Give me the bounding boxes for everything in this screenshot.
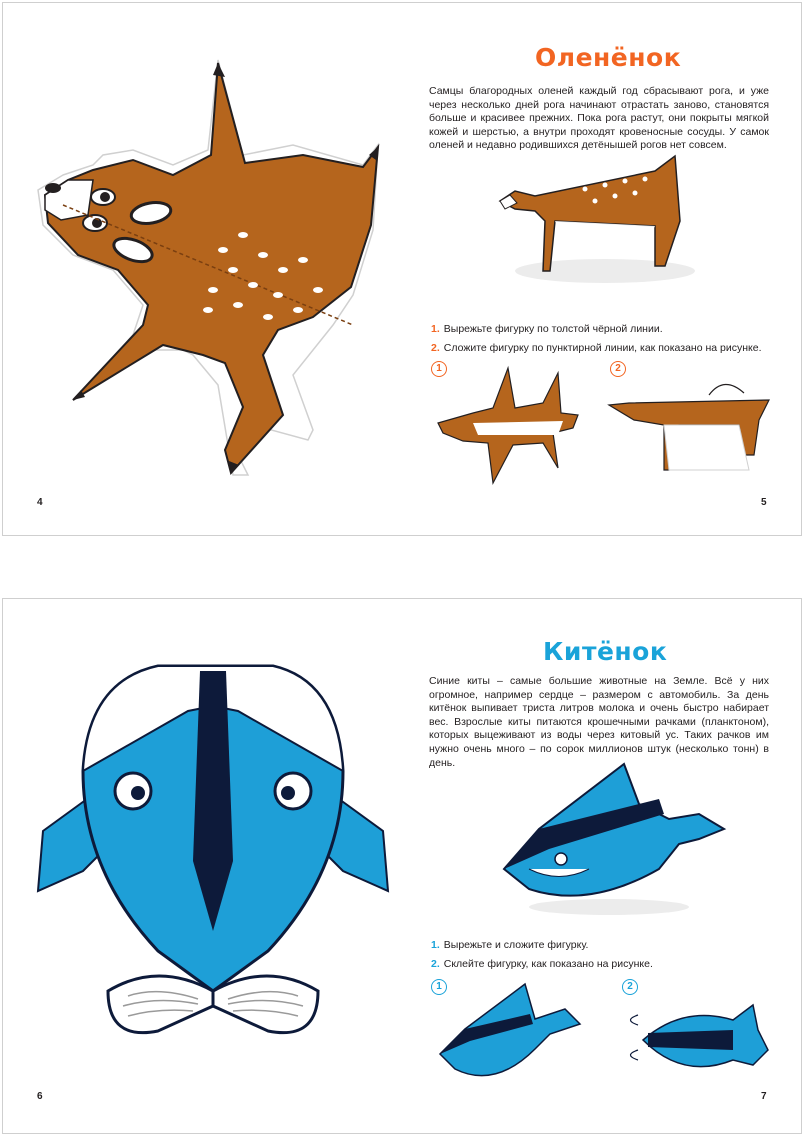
deer-step-2-illustration <box>609 375 779 475</box>
whale-step-1: 1. Вырежьте и сложите фигурку. <box>431 939 589 951</box>
deer-step-2: 2. Сложите фигурку по пунктирной линии, как показано на рисунке. <box>431 342 762 354</box>
whale-step-2-illustration <box>623 995 773 1095</box>
whale-page-number-right: 7 <box>761 1091 767 1102</box>
deer-steps <box>431 323 762 361</box>
whale-step-1-illustration <box>435 979 585 1089</box>
deer-paragraph: Самцы благородных оленей каждый год сбрасывают рога, и уже через несколько дней рога начинают отрастать заново, становятся больше и красивее прежних. Пока рога растут, они покрыты мягкой кожей и шерстью, а внутри проходят кровеносные сосуды. У самок оленей и недавно родившихся детёнышей рогов нет совсем. <box>429 85 769 152</box>
deer-page-number-right: 5 <box>761 497 767 508</box>
whale-paragraph: Синие киты – самые большие животные на Земле. Всё у них огромное, например сердце – размером с автомобиль. За день китёнок выпивает триста литров молока и очень быстро набирает вес. Взрослые киты питаются крошечными рачками (планктоном), которых выцеживают из воды через китовый ус. Таких рачков им нужно очень много – по сорок миллионов штук (несколько тонн) в день. <box>429 675 769 769</box>
deer-title: Оленёнок <box>535 43 682 72</box>
deer-page-number-left: 4 <box>37 497 43 508</box>
whale-spread <box>2 598 802 1134</box>
deer-spread <box>2 2 802 536</box>
whale-assembled-illustration <box>499 759 729 919</box>
deer-step-marker-2: 2 <box>610 361 626 377</box>
deer-step-1: 1. Вырежьте фигурку по толстой чёрной линии. <box>431 323 663 335</box>
deer-standing-illustration <box>495 151 695 291</box>
deer-step-marker-1: 1 <box>431 361 447 377</box>
deer-step-1-illustration <box>433 363 583 483</box>
whale-step-marker-1: 1 <box>431 979 447 995</box>
whale-steps <box>431 939 653 977</box>
whale-title: Китёнок <box>543 637 668 666</box>
deer-cutout-illustration <box>33 55 413 495</box>
whale-step-marker-2: 2 <box>622 979 638 995</box>
whale-cutout-illustration <box>38 661 388 1071</box>
whale-step-2: 2. Склейте фигурку, как показано на рисунке. <box>431 958 653 970</box>
whale-page-number-left: 6 <box>37 1091 43 1102</box>
